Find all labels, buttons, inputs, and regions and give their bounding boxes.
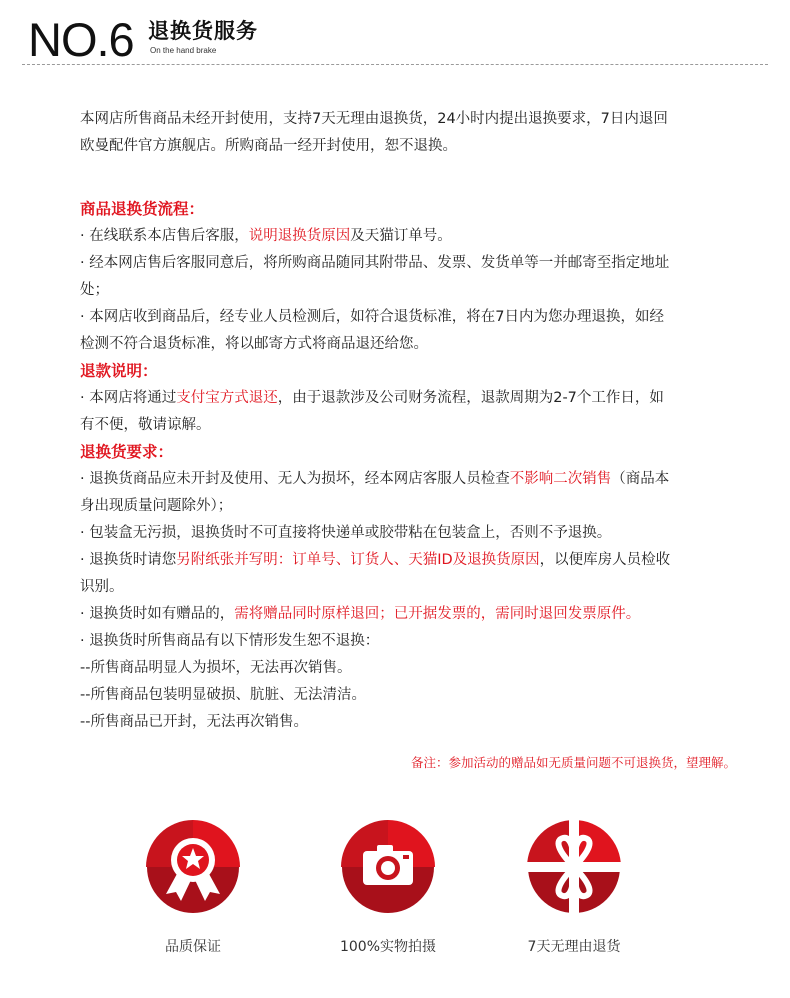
gift-icon — [527, 820, 621, 914]
award-ribbon-icon — [146, 820, 240, 914]
footnote: 备注：参加活动的赠品如无质量问题不可退换货，望理解。 — [410, 755, 736, 770]
section-number: NO.6 — [28, 13, 134, 66]
intro-line: 本网店所售商品未经开封使用，支持7天无理由退换货，24小时内提出退换要求，7日内退回 — [80, 111, 668, 127]
badge-seven-day-return — [514, 820, 634, 956]
refund-heading: 退款说明： — [80, 362, 158, 380]
process-heading: 商品退换货流程： — [80, 200, 205, 218]
process-item: · 在线联系本店售后客服，说明退换货原因及天猫订单号。 — [80, 228, 452, 244]
requirements-heading: 退换货要求： — [80, 443, 174, 461]
dashed-divider — [22, 64, 768, 65]
section-title: 退换货服务 — [148, 19, 258, 43]
requirement-item: --所售商品包装明显破损、肮脏、无法清洁。 — [80, 687, 366, 703]
section-subtitle: On the hand brake — [150, 46, 217, 55]
section-header — [22, 8, 768, 64]
service-badges — [0, 820, 790, 980]
badge-label: 100%实物拍摄 — [339, 939, 437, 955]
camera-icon — [341, 820, 435, 914]
requirement-item: · 退换货时请您另附纸张并写明：订单号、订货人、天猫ID及退换货原因，以便库房人员检收 — [80, 552, 671, 568]
requirement-item: · 退换货时如有赠品的，需将赠品同时原样退回；已开据发票的，需同时退回发票原件。 — [80, 606, 641, 622]
policy-content — [80, 106, 748, 736]
requirement-item: · 退换货时所售商品有以下情形发生恕不退换： — [80, 633, 380, 649]
badge-label: 品质保证 — [165, 939, 221, 955]
process-item-cont: 检测不符合退货标准，将以邮寄方式将商品退还给您。 — [80, 336, 428, 352]
intro-line: 欧曼配件官方旗舰店。所购商品一经开封使用，恕不退换。 — [80, 138, 457, 154]
requirement-item-cont: 识别。 — [80, 579, 124, 595]
badge-label: 7天无理由退货 — [527, 939, 621, 955]
badge-real-photo — [328, 820, 448, 956]
requirement-item: · 包装盒无污损，退换货时不可直接将快递单或胶带粘在包装盒上，否则不予退换。 — [80, 525, 612, 541]
process-item: · 经本网店售后客服同意后，将所购商品随同其附带品、发票、发货单等一并邮寄至指定地址 — [80, 255, 670, 271]
refund-line: · 本网店将通过支付宝方式退还，由于退款涉及公司财务流程，退款周期为2-7个工作日，如 — [80, 390, 664, 406]
requirement-item-cont: 身出现质量问题除外）； — [80, 498, 233, 514]
badge-quality — [133, 820, 253, 956]
requirement-item: --所售商品已开封，无法再次销售。 — [80, 714, 308, 730]
requirement-item: · 退换货商品应未开封及使用、无人为损坏，经本网店客服人员检查不影响二次销售（商品本 — [80, 471, 670, 487]
requirement-item: --所售商品明显人为损坏，无法再次销售。 — [80, 660, 352, 676]
process-item: · 本网店收到商品后，经专业人员检测后，如符合退货标准，将在7日内为您办理退换，如经 — [80, 309, 664, 325]
refund-line-cont: 有不便，敬请谅解。 — [80, 417, 211, 433]
process-item-cont: 处； — [80, 282, 109, 298]
